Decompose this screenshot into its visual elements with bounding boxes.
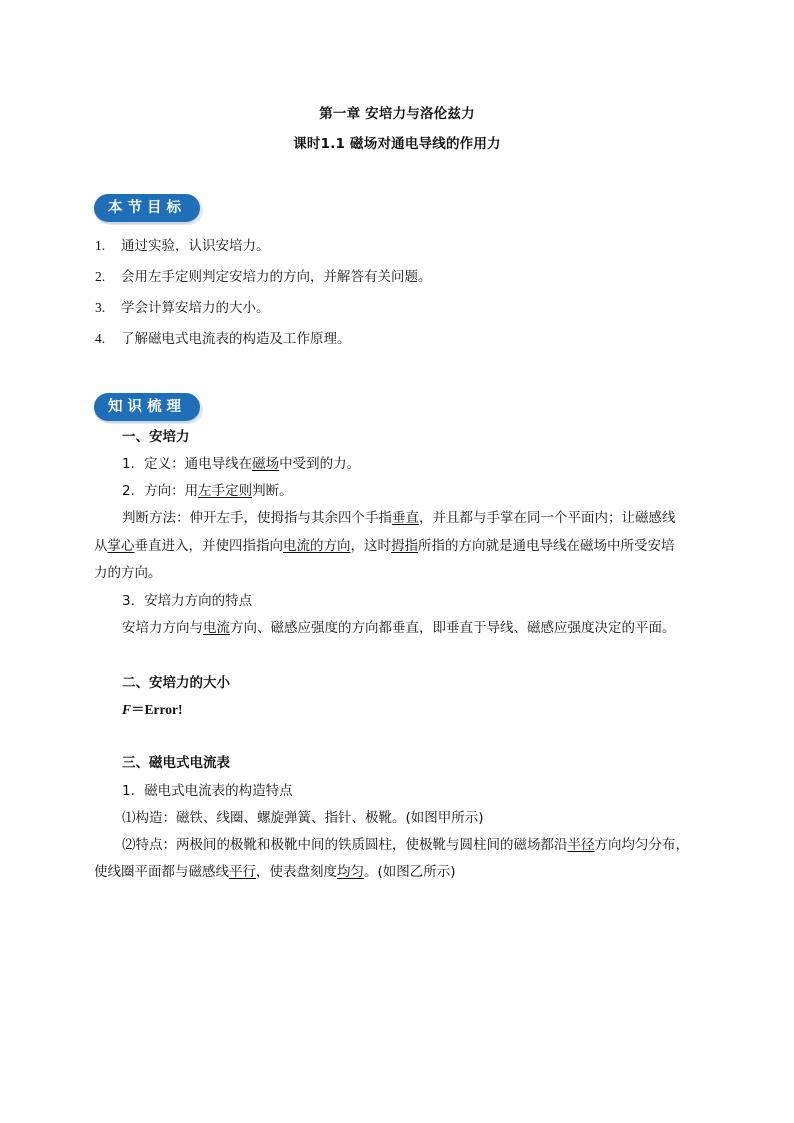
- galvanometer-subtitle: 1．磁电式电流表的构造特点: [122, 783, 293, 799]
- text: 从: [94, 538, 108, 554]
- formula-text: ＝Error!: [131, 702, 183, 717]
- goal-number: 4.: [95, 331, 106, 346]
- underlined-answer: 垂直: [392, 510, 419, 526]
- direction-line: [122, 481, 293, 501]
- method-line-1: [122, 508, 676, 528]
- text: 方向、磁感应强度的方向都垂直，即垂直于导线、磁感应强度决定的平面。: [230, 620, 676, 636]
- goal-item: [95, 329, 351, 349]
- method-line-2: [94, 536, 675, 556]
- underlined-answer: 掌心: [107, 538, 135, 554]
- underlined-answer: 电流的方向: [283, 538, 351, 554]
- chapter-title: 第一章 安培力与洛伦兹力: [319, 106, 475, 122]
- text: 所指的方向就是通电导线在磁场中所受安培: [418, 538, 675, 554]
- text: 方向均匀分布，: [594, 837, 689, 853]
- underlined-answer: 磁场: [252, 456, 280, 472]
- text: 。(如图乙所示): [364, 864, 456, 880]
- underlined-answer: 电流: [203, 620, 230, 636]
- formula-line: [122, 700, 183, 720]
- goal-number: 1.: [95, 238, 106, 253]
- underlined-answer: 左手定则: [198, 483, 253, 499]
- underlined-answer: 半径: [567, 837, 595, 853]
- goal-text: 会用左手定则判定安培力的方向，并解答有关问题。: [121, 269, 432, 285]
- text: ，并且都与手掌在同一个平面内；让磁感线: [419, 510, 676, 526]
- text: 2．方向：用: [122, 483, 199, 499]
- lesson-title: 课时1.1 磁场对通电导线的作用力: [293, 136, 501, 152]
- text: 安培力方向与: [122, 620, 203, 636]
- text: 中受到的力。: [279, 456, 361, 472]
- feature-detail-line-1: [122, 835, 689, 855]
- construction-line: ⑴构造：磁铁、线圈、螺旋弹簧、指针、极靴。(如图甲所示): [122, 810, 484, 826]
- text: ，这时: [350, 538, 391, 554]
- heading-force-magnitude: 二、安培力的大小: [122, 675, 230, 691]
- goal-item: [95, 236, 270, 256]
- section-badge-knowledge: 知识梳理: [94, 393, 200, 421]
- feature-title: 3．安培力方向的特点: [122, 593, 253, 609]
- underlined-answer: 平行: [229, 864, 256, 880]
- text: ⑵特点：两极间的极靴和极靴中间的铁质圆柱，使极靴与圆柱间的磁场都沿: [122, 837, 568, 853]
- goal-text: 学会计算安培力的大小。: [121, 300, 270, 316]
- text: 使线圈平面都与磁感线: [94, 864, 229, 880]
- goal-text: 了解磁电式电流表的构造及工作原理。: [121, 331, 351, 347]
- text: 1．定义：通电导线在: [122, 456, 253, 472]
- goal-item: [95, 267, 432, 287]
- heading-galvanometer: 三、磁电式电流表: [122, 755, 230, 771]
- text: 垂直进入，并使四指指向: [134, 538, 283, 554]
- underlined-answer: 均匀: [337, 864, 364, 880]
- heading-ampere-force: 一、安培力: [122, 429, 190, 445]
- text: 判断。: [252, 483, 293, 499]
- underlined-answer: 拇指: [391, 538, 418, 554]
- goal-number: 3.: [95, 300, 106, 315]
- formula-variable: F: [122, 702, 132, 717]
- definition-line: [122, 454, 360, 474]
- feature-line: [122, 618, 676, 638]
- goal-text: 通过实验，认识安培力。: [121, 238, 270, 254]
- goal-item: [95, 298, 270, 318]
- feature-detail-line-2: [94, 862, 456, 882]
- goal-number: 2.: [95, 269, 106, 284]
- section-badge-goals: 本节目标: [94, 194, 200, 222]
- text: 判断方法：伸开左手，使拇指与其余四个手指: [122, 510, 392, 526]
- method-line-3: 力的方向。: [94, 565, 162, 581]
- text: ，使表盘刻度: [256, 864, 337, 880]
